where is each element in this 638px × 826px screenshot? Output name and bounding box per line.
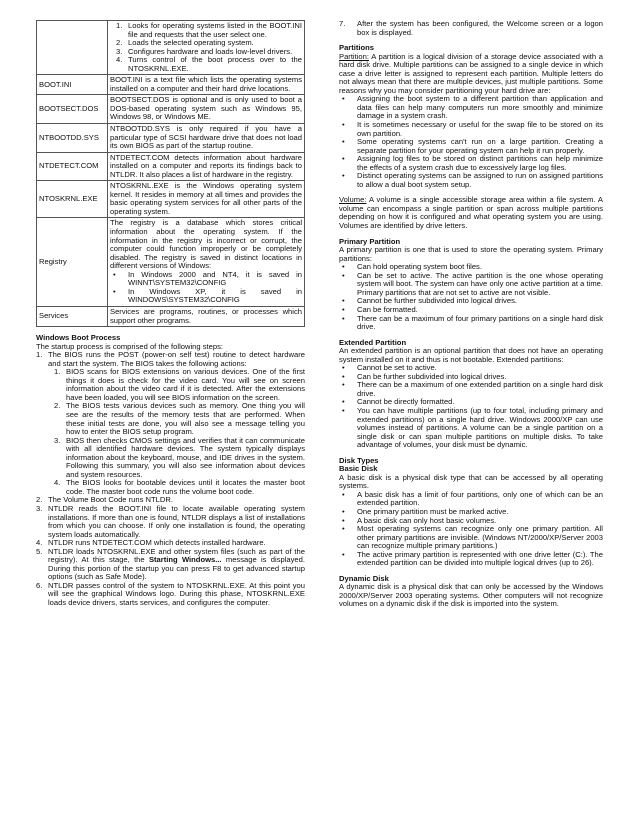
paragraph-text: A partition is a logical division of a storage device associated with a hard disk drive. Multiple partitions can be assigned to a single device in which case a drive letter is assigned to represent each partition. Multiple letters do not always mean that there are multiple devices, just multiple partitions. Some reasons why you may consider partitioning your hard drive are: — [339, 51, 603, 95]
list-number: 4. — [54, 478, 61, 488]
list-item — [54, 402, 305, 436]
first-row-step-list — [110, 22, 302, 73]
list-item-text: The BIOS runs the POST (power-on self test) routine to detect hardware and start the system. The BIOS takes the following actions: — [48, 350, 305, 368]
list-item-text: After the system has been configured, the Welcome screen or a logon box is displayed. — [357, 19, 603, 37]
list-item-text: BIOS scans for BIOS extensions on various devices. One of the first things it does is check for the video card. You will see on screen information about the video card if it is detected. After the extensions have been loaded, you will see BIOS information on the screen. — [66, 367, 305, 402]
table-term: NTDETECT.COM — [37, 152, 108, 181]
list-item-text: The BIOS tests various devices such as memory. One thing you will see are the results of the memory tests that are performed. When these initial tests are done, you will also see a message telling you how to enter the BIOS setup program. — [66, 401, 305, 437]
table-row — [37, 218, 305, 306]
list-item-text: Distinct operating systems can be assigned to run on assigned partitions to allow a dual boot system setup. — [357, 171, 603, 189]
bullet-icon: • — [342, 380, 345, 390]
bullet-icon: • — [342, 405, 345, 415]
table-desc: BOOTSECT.DOS is optional and is only used to boot a DOS-based operating system such as Windows 95, Windows 98, or Windows ME. — [108, 95, 305, 124]
bullet-icon: • — [342, 304, 345, 314]
section-heading: Disk Types — [339, 455, 379, 465]
list-item — [339, 315, 603, 332]
right-column — [339, 20, 603, 609]
list-number: 3. — [54, 435, 61, 445]
boot-files-table — [36, 20, 305, 327]
bullet-icon: • — [342, 363, 345, 373]
table-term: NTOSKRNL.EXE — [37, 181, 108, 218]
bullet-icon: • — [342, 489, 345, 499]
list-item-text: Assigning log files to be stored on distinct partitions can help minimize the effects of a system crash due to excessively large log files. — [357, 154, 603, 172]
registry-bullets — [110, 271, 302, 305]
bullet-icon: • — [342, 171, 345, 181]
list-item-text: Some operating systems can't run on a large partition. Creating a separate partition for your operating system can help it run properly. — [357, 137, 603, 155]
list-item-text: Cannot be directly formatted. — [357, 397, 455, 407]
bullet-icon: • — [342, 397, 345, 407]
bullet-icon: • — [342, 120, 345, 130]
list-item — [36, 582, 305, 608]
section-subheading: Basic Disk — [339, 464, 378, 474]
list-item-text: message is displayed. During this portion of the startup you can press F8 to get advanced startup options (such as Safe Mode). — [48, 555, 305, 582]
table-row — [37, 124, 305, 153]
list-number: 2. — [116, 38, 123, 48]
list-item-text: NTLDR loads NTOSKRNL.EXE and other system files (such as part of the registry). At this stage, the — [48, 546, 305, 565]
table-cell-empty — [37, 21, 108, 75]
list-number: 6. — [36, 580, 43, 590]
list-item-text: Turns control of the boot process over to the NTOSKRNL.EXE. — [128, 55, 302, 73]
bios-substeps — [54, 368, 305, 496]
list-item — [339, 525, 603, 551]
list-item — [339, 138, 603, 155]
list-item — [339, 551, 603, 568]
list-item — [36, 505, 305, 539]
table-term: NTBOOTDD.SYS — [37, 124, 108, 153]
list-item-text: BIOS then checks CMOS settings and verifies that it can communicate with all identified hardware devices. The system typically displays information about the keyboard, mouse, and IDE drives in the system. Following this summary, you will also see information about devices and system resources. — [66, 435, 305, 479]
paragraph — [339, 53, 603, 96]
registry-desc: The registry is a database which stores critical information about the operating system. If the information in the registry is incorrect or corrupt, the computer could function improperly or be completely disabled. The registry is saved in distinct locations in different versions of Windows: — [110, 218, 302, 271]
list-item-text: Can be set to active. The active partition is the one whose operating system will boot. The system can have only one active partition at a time. Primary partitions that are not set to active are not visible. — [357, 270, 603, 297]
list-number: 4. — [36, 538, 43, 548]
list-item — [339, 407, 603, 450]
bullet-icon: • — [342, 137, 345, 147]
paragraph: An extended partition is an optional partition that does not have an operating system installed on it and thus is not bootable. Extended partitions: — [339, 346, 603, 364]
list-item-text: NTLDR passes control of the system to NTOSKRNL.EXE. At this point you will see the graphical Windows logo. During this phase, NTOSKRNL.EXE loads device drivers, starts services, and configures the computer. — [48, 580, 305, 607]
list-item-text: The active primary partition is represented with one drive letter (C:). The extended partition can be divided into multiple logical drives (up to 26). — [357, 549, 603, 568]
table-row — [37, 152, 305, 181]
list-item-text: Can be formatted. — [357, 304, 418, 314]
list-item-text: There can be a maximum of one extended partition on a single hard disk drive. — [357, 380, 603, 398]
list-item-text: Can hold operating system boot files. — [357, 262, 482, 272]
bullet-icon: • — [342, 506, 345, 516]
list-item-text: One primary partition must be marked active. — [357, 506, 509, 516]
list-item — [54, 437, 305, 480]
table-row — [37, 181, 305, 218]
term: Volume: — [339, 195, 367, 205]
bullet-icon: • — [113, 269, 116, 279]
primary-partition-bullets — [339, 263, 603, 331]
list-item-text: A basic disk has a limit of four partitions, only one of which can be an extended partition. — [357, 489, 603, 508]
list-item-text: In Windows XP, it is saved in WINDOWS\SYSTEM32\CONFIG — [128, 286, 302, 305]
paragraph: A primary partition is one that is used to store the operating system. Primary partitions: — [339, 245, 603, 263]
bullet-icon: • — [342, 515, 345, 525]
bullet-icon: • — [342, 524, 345, 534]
list-item-text: You can have multiple partitions (up to four total, including primary and extended partitions) on a single hard drive. Windows 2000/XP can use volumes instead of partitions. A volume can be a single partition on a single disk or can span multiple partitions on multiple disks. To take advantage of volumes, your disk must be dynamic. — [357, 405, 603, 450]
bold-text: Starting Windows... — [148, 555, 222, 565]
list-item — [36, 548, 305, 582]
list-item-text: Can be further subdivided into logical drives. — [357, 371, 507, 381]
list-item — [110, 271, 302, 288]
list-number: 2. — [36, 495, 43, 505]
list-item-text: The BIOS looks for bootable devices until it locates the master boot code. The master boot code runs the volume boot code. — [66, 478, 305, 496]
bullet-icon: • — [342, 262, 345, 272]
table-row — [37, 75, 305, 95]
list-item-text: Assigning the boot system to a different partition than application and data files can help many computers run more smoothly and minimize damage in a system crash. — [357, 94, 603, 121]
table-row — [37, 21, 305, 75]
paragraph: A dynamic disk is a physical disk that can only be accessed by the Windows 2000/XP/Server 2003 operating systems. Other computers will not recognize volumes on a dynamic disk if the disk is imported into the system. — [339, 582, 603, 609]
section-heading: Partitions — [339, 43, 375, 53]
list-item-text: Cannot be set to active. — [357, 363, 437, 373]
bullet-icon: • — [342, 313, 345, 323]
partition-reasons — [339, 95, 603, 189]
list-item-text: NTLDR runs NTDETECT.COM which detects installed hardware. — [48, 538, 266, 548]
list-number: 4. — [116, 55, 123, 65]
list-item — [110, 288, 302, 305]
list-item-text: NTLDR reads the BOOT.INI file to locate available operating system installations. If more than one is found, NTLDR displays a list of installations from which you can choose. If only one installation is found, the operating system loads automatically. — [48, 503, 305, 539]
list-item-text: Configures hardware and loads low-level drivers. — [128, 46, 293, 56]
list-item — [36, 351, 305, 496]
list-number: 1. — [116, 21, 123, 30]
list-number: 1. — [54, 367, 61, 377]
list-item — [110, 56, 302, 73]
paragraph-text: A volume is a single accessible storage area within a file system. A volume can encompass a single partition or span across multiple partitions depending on how it is configured and what operating system you are using. Volumes are identified by drive letters. — [339, 195, 603, 231]
term: Partition: — [339, 51, 369, 61]
section-heading: Windows Boot Process — [36, 333, 121, 343]
table-desc: NTDETECT.COM detects information about hardware installed on a computer and reports its findings back to NTLDR. It also places a list of hardware in the registry. — [108, 152, 305, 181]
table-desc: NTBOOTDD.SYS is only required if you have a particular type of SCSI hardware drive that does not load its own BIOS as part of the startup routine. — [108, 124, 305, 153]
list-item — [110, 22, 302, 39]
bullet-icon: • — [342, 549, 345, 559]
list-item — [339, 491, 603, 508]
list-number: 1. — [36, 350, 43, 360]
table-term: BOOT.INI — [37, 75, 108, 95]
list-item — [339, 172, 603, 189]
table-desc: NTOSKRNL.EXE is the Windows operating system kernel. It resides in memory at all times and provides the basic operating system services for all other parts of the operating system. — [108, 181, 305, 218]
table-term: BOOTSECT.DOS — [37, 95, 108, 124]
list-item-text: Most operating systems can recognize only one primary partition. All other primary partitions are invisible. (Windows NT/2000/XP/Server 2003 can recognize multiple primary partitions.) — [357, 524, 603, 551]
bullet-icon: • — [342, 154, 345, 164]
list-number: 7. — [339, 19, 346, 28]
list-item — [54, 479, 305, 496]
boot-steps — [36, 351, 305, 607]
table-term: Services — [37, 306, 108, 326]
list-number: 3. — [36, 503, 43, 513]
bullet-icon: • — [113, 286, 116, 296]
list-item-text: Loads the selected operating system. — [128, 38, 254, 48]
list-item-text: It is sometimes necessary or useful for the swap file to be stored on its own partition. — [357, 120, 603, 138]
paragraph: The startup process is comprised of the following steps: — [36, 341, 223, 351]
list-item-text: A basic disk can only host basic volumes. — [357, 515, 497, 525]
list-item — [339, 381, 603, 398]
bullet-icon: • — [342, 296, 345, 306]
section-heading: Extended Partition — [339, 337, 407, 347]
section-heading: Primary Partition — [339, 236, 401, 246]
table-desc: Services are programs, routines, or processes which support other programs. — [108, 306, 305, 326]
list-item — [339, 95, 603, 121]
boot-steps-continued — [339, 20, 603, 37]
list-item — [339, 20, 603, 37]
bullet-icon: • — [342, 94, 345, 104]
list-item-text: In Windows 2000 and NT4, it is saved in WINNT\SYSTEM32\CONFIG — [128, 269, 302, 288]
list-item-text: Looks for operating systems listed in the BOOT.INI file and requests that the user select one. — [128, 21, 302, 39]
list-item-text: Cannot be further subdivided into logical drives. — [357, 296, 517, 306]
table-term: Registry — [37, 218, 108, 306]
list-item-text: The Volume Boot Code runs NTLDR. — [48, 495, 173, 505]
basic-disk-bullets — [339, 491, 603, 568]
table-row — [37, 95, 305, 124]
list-number: 5. — [36, 546, 43, 556]
list-item — [339, 272, 603, 298]
list-number: 3. — [116, 46, 123, 56]
bullet-icon: • — [342, 270, 345, 280]
table-row — [37, 306, 305, 326]
paragraph — [339, 196, 603, 230]
list-item — [339, 121, 603, 138]
list-number: 2. — [54, 401, 61, 411]
list-item-text: There can be a maximum of four primary partitions on a single hard disk drive. — [357, 313, 603, 332]
table-cell-steps — [108, 21, 305, 75]
table-desc: BOOT.INI is a text file which lists the operating systems installed on a computer and their hard drive locations. — [108, 75, 305, 95]
section-heading: Dynamic Disk — [339, 573, 389, 583]
extended-partition-bullets — [339, 364, 603, 449]
list-item — [54, 368, 305, 402]
left-column — [36, 20, 305, 608]
paragraph: A basic disk is a physical disk type that can be accessed by all operating systems. — [339, 472, 603, 491]
list-item — [339, 155, 603, 172]
table-desc — [108, 218, 305, 306]
bullet-icon: • — [342, 371, 345, 381]
